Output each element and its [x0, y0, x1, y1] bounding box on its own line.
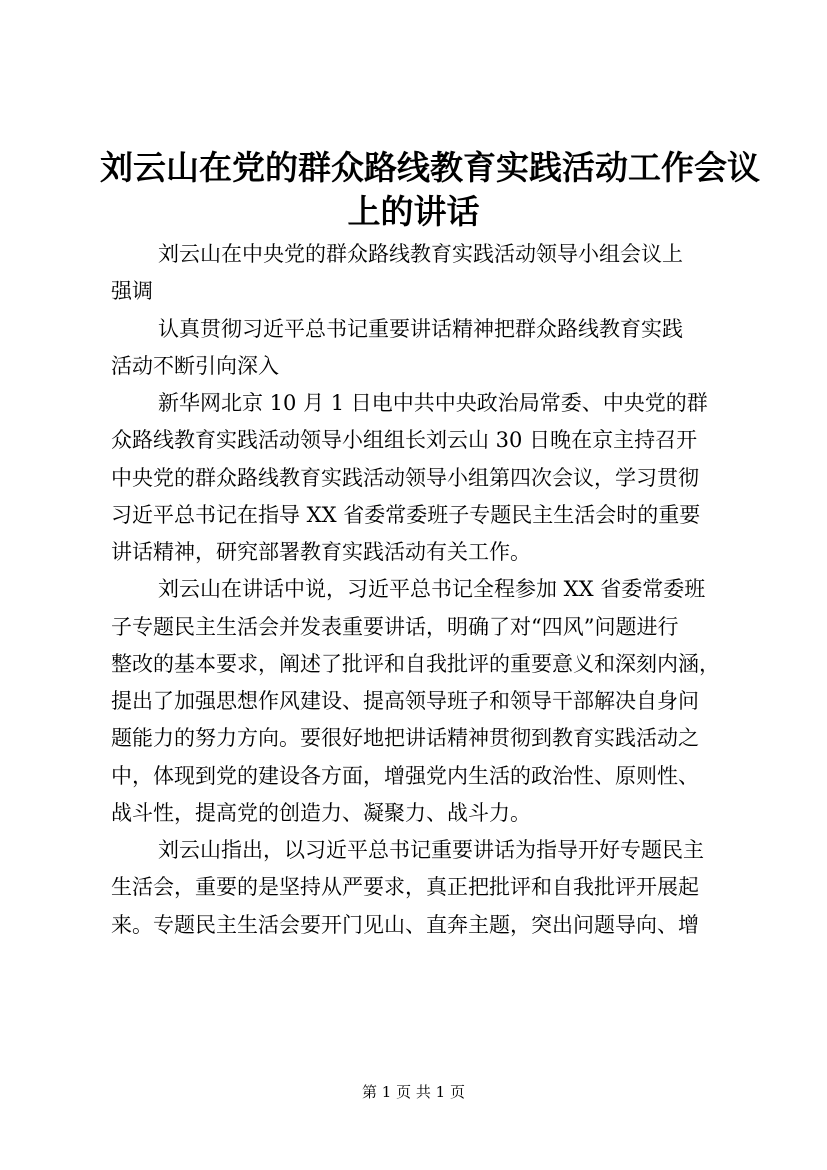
text-line: 刘云山在讲话中说，习近平总书记全程参加 XX 省委常委班 [158, 577, 706, 602]
document-title-line-1: 刘云山在党的群众路线教育实践活动工作会议 [100, 148, 760, 187]
text-line: 刘云山指出，以习近平总书记重要讲话为指导开好专题民主 [158, 838, 704, 862]
text-line: 战斗性，提高党的创造力、凝聚力、战斗力。 [111, 800, 531, 825]
text-line: 提出了加强思想作风建设、提高领导班子和领导干部解决自身问 [111, 689, 699, 713]
document-body [111, 236, 741, 944]
text-line: 新华网北京 10 月 1 日电中共中央政治局常委、中央党的群 [158, 391, 708, 415]
text-line: 生活会，重要的是坚持从严要求，真正把批评和自我批评开展起 [111, 875, 699, 900]
text-line: 刘云山在中央党的群众路线教育实践活动领导小组会议上 [158, 242, 683, 266]
text-line: 题能力的努力方向。要很好地把讲话精神贯彻到教育实践活动之 [111, 726, 699, 751]
text-line: 中央党的群众路线教育实践活动领导小组第四次会议，学习贯彻 [111, 465, 699, 490]
text-line: 中，体现到党的建设各方面，增强党内生活的政治性、原则性、 [111, 763, 699, 788]
text-line: 认真贯彻习近平总书记重要讲话精神把群众路线教育实践 [158, 316, 683, 341]
document-title-line-2: 上的讲话 [347, 192, 480, 231]
text-line: 习近平总书记在指导 XX 省委常委班子专题民主生活会时的重要 [111, 502, 701, 527]
text-line: 强调 [111, 279, 153, 304]
text-line: 讲话精神，研究部署教育实践活动有关工作。 [111, 540, 531, 564]
text-line: 来。专题民主生活会要开门见山、直奔主题，突出问题导向、增 [111, 912, 699, 937]
text-line: 子专题民主生活会并发表重要讲话，明确了对“四风”问题进行 [111, 614, 679, 639]
text-line: 众路线教育实践活动领导小组组长刘云山 30 日晚在京主持召开 [111, 428, 698, 453]
text-line: 整改的基本要求，阐述了批评和自我批评的重要意义和深刻内涵， [111, 651, 720, 676]
page-footer: 第 1 页 共 1 页 [362, 1083, 465, 1101]
text-line: 活动不断引向深入 [111, 353, 279, 378]
